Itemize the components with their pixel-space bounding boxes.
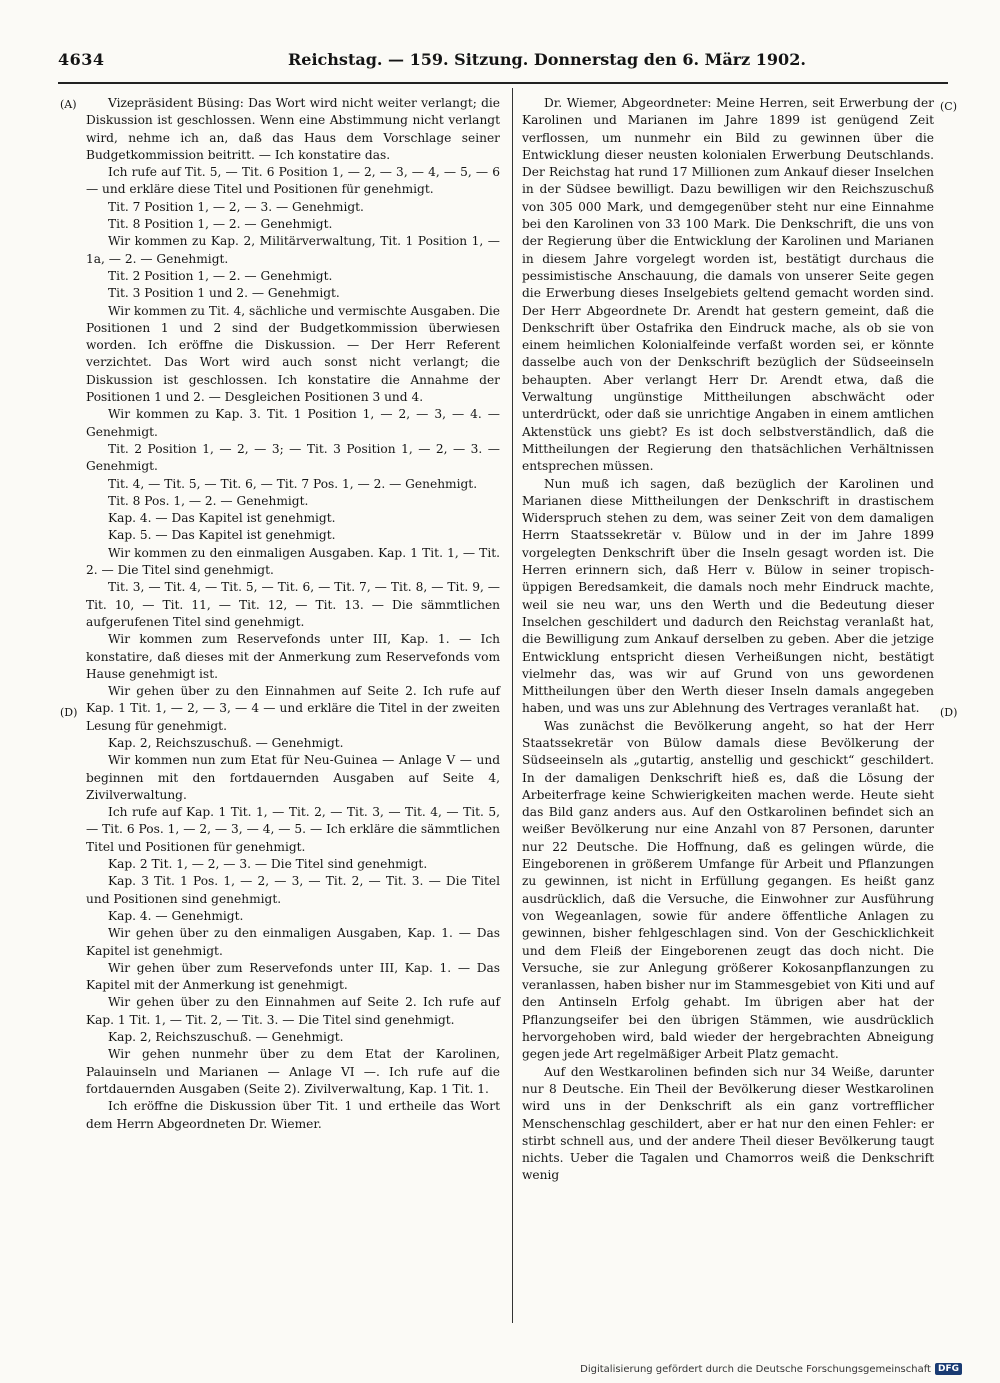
paragraph: Wir kommen zu Kap. 2, Militärverwaltung, Tit. 1 Position 1, — 1a, — 2. — Genehmigt.: [86, 234, 500, 266]
paragraph: Wir kommen nun zum Etat für Neu-Guinea — Anlage V — und beginnen mit den fortdauernden Ausgaben auf Seite 4, Zivilverwaltung.: [86, 753, 500, 802]
margin-mark-c: (C): [940, 100, 957, 113]
paragraph: Tit. 8 Position 1, — 2. — Genehmigt.: [108, 217, 333, 232]
paragraph: Wir gehen über zu den Einnahmen auf Seite 2. Ich rufe auf Kap. 1 Tit. 1, — Tit. 2, — Tit. 3. — Die Titel sind genehmigt.: [86, 995, 500, 1027]
paragraph: Tit. 7 Position 1, — 2, — 3. — Genehmigt.: [108, 199, 364, 214]
paragraph: Wir gehen über zum Reservefonds unter III, Kap. 1. — Das Kapitel mit der Anmerkung ist genehmigt.: [86, 960, 500, 993]
paragraph: Wir kommen zum Reservefonds unter III, Kap. 1. — Ich konstatire, daß dieses mit der Anmerkung zum Reservefonds vom Hause genehmigt ist.: [86, 632, 500, 681]
paragraph: Wir kommen zu Tit. 4, sächliche und vermischte Ausgaben. Die Positionen 1 und 2 sind der Budgetkommission überwiesen worden. Ich eröffne die Diskussion. — Der Herr Referent verzichtet. Das Wort wird auch sonst nicht verlangt; die Diskussion ist geschlossen. Ich konstatire die Annahme der Positionen 1 und 2. — Desgleichen Positionen 3 und 4.: [86, 303, 500, 405]
digitization-credit: [580, 1363, 962, 1375]
running-title: Reichstag. — 159. Sitzung. Donnerstag den 6. März 1902.: [288, 50, 806, 69]
paragraph: Dr. Wiemer, Abgeordneter: Meine Herren, seit Erwerbung der Karolinen und Marianen im Jahre 1899 ist genügend Zeit verflossen, um nunmehr ein Bild zu gewinnen über die Entwicklung dieser neusten kolonialen Erwerbung Deutschlands. Der Reichstag hat rund 17 Millionen zum Ankauf dieser Inselchen in der Südsee bewilligt. Dazu bewilligen wir den Reichszuschuß von 305 000 Mark, und demgegenüber steht nur eine Einnahme bei den Karolinen von 33 100 Mark. Die Denkschrift, die uns von der Regierung über die Entwicklung der Karolinen und Marianen in diesem Jahre vorgelegt worden ist, bestätigt durchaus die pessimistische Anschauung, die damals von unserer Seite gegen die Erwerbung dieses Inselgebiets geltend gemacht worden sind. Der Herr Abgeordnete Dr. Arendt hat gestern gemeint, daß die Denkschrift über Ostafrika den Eindruck mache, als ob sie von einem heimlichen Kolonialfeinde verfaßt worden sei, er könnte dasselbe auch von der Denkschrift bezüglich der Südseeinseln behaupten. Aber verlangt Herr Dr. Arendt etwa, daß die Verwaltung ungünstige Mittheilungen abschwächt oder unterdrückt, oder daß sie unrichtige Angaben in einem amtlichen Aktenstück uns giebt? Es ist doch selbstverständlich, daß die Mittheilungen der Regierung den thatsächlichen Verhältnissen entsprechen müssen.: [522, 96, 934, 474]
paragraph: Tit. 3, — Tit. 4, — Tit. 5, — Tit. 6, — Tit. 7, — Tit. 8, — Tit. 9, — Tit. 10, — Tit. 11, — Tit. 12, — Tit. 13. — Die sämmtlichen aufgerufenen Titel sind genehmigt.: [86, 580, 500, 629]
paragraph: Auf den Westkarolinen befinden sich nur 34 Weiße, darunter nur 8 Deutsche. Ein Theil der Bevölkerung dieser Westkarolinen wird uns in der Denkschrift als ein ganz vortrefflicher Menschenschlag geschildert, aber er hat nur den einen Fehler: er stirbt schnell aus, und der andere Theil dieser Bevölkerung taugt nichts. Ueber die Tagalen und Chamorros weiß die Denkschrift wenig: [522, 1064, 934, 1183]
digitization-note: Digitalisierung gefördert durch die Deutsche Forschungsgemeinschaft: [580, 1363, 931, 1375]
paragraph: Kap. 3 Tit. 1 Pos. 1, — 2, — 3, — Tit. 2, — Tit. 3. — Die Titel und Positionen sind genehmigt.: [86, 874, 500, 906]
paragraph: Tit. 2 Position 1, — 2, — 3; — Tit. 3 Position 1, — 2, — 3. — Genehmigt.: [86, 441, 500, 474]
paragraph: Ich eröffne die Diskussion über Tit. 1 und ertheile das Wort dem Herrn Abgeordneten Dr. Wiemer.: [86, 1099, 500, 1131]
page-header: [58, 48, 948, 76]
column-divider: [512, 88, 513, 1323]
paragraph: Kap. 4. — Genehmigt.: [108, 908, 244, 923]
paragraph: Kap. 5. — Das Kapitel ist genehmigt.: [108, 528, 336, 543]
margin-mark-d-right: (D): [940, 706, 958, 719]
paragraph: Kap. 2 Tit. 1, — 2, — 3. — Die Titel sind genehmigt.: [108, 857, 428, 872]
margin-mark-d-left: (D): [60, 706, 78, 719]
paragraph: Kap. 4. — Das Kapitel ist genehmigt.: [108, 511, 336, 526]
paragraph: Vizepräsident Büsing: Das Wort wird nicht weiter verlangt; die Diskussion ist geschlossen. Wenn eine Abstimmung nicht verlangt wird, nehme ich an, daß das Haus dem Vorschlage seiner Budgetkommission beitritt. — Ich konstatire das.: [86, 96, 500, 162]
paragraph: Kap. 2, Reichszuschuß. — Genehmigt.: [108, 1030, 344, 1045]
margin-mark-a: (A): [60, 98, 77, 111]
paragraph: Wir kommen zu Kap. 3. Tit. 1 Position 1, — 2, — 3, — 4. — Genehmigt.: [86, 407, 500, 439]
header-rule: [58, 82, 948, 84]
dfg-logo: DFG: [935, 1363, 962, 1375]
paragraph: Tit. 8 Pos. 1, — 2. — Genehmigt.: [108, 493, 309, 508]
paragraph: Wir gehen nunmehr über zu dem Etat der Karolinen, Palauinseln und Marianen — Anlage VI —. Ich rufe auf die fortdauernden Ausgaben (Seite 2). Zivilverwaltung, Kap. 1 Tit. 1.: [86, 1047, 500, 1096]
paragraph: Nun muß ich sagen, daß bezüglich der Karolinen und Marianen diese Mittheilungen der Denkschrift in drastischem Widerspruch stehen zu dem, was seiner Zeit von dem damaligen Herrn Staatssekretär v. Bülow und in der im Jahre 1899 vorgelegten Denkschrift über die Inseln gesagt worden ist. Die Herren erinnern sich, daß Herr v. Bülow in seiner tropisch-üppigen Beredsamkeit, die damals noch mehr Eindruck machte, weil sie neu war, uns den Werth und die Bedeutung dieser Inselchen geschildert und dadurch den Reichstag veranlaßt hat, die Bewilligung zum Ankauf derselben zu geben. Aber die jetzige Entwicklung entspricht diesen Verheißungen nicht, bestätigt vielmehr das, was wir auf Grund von uns gewordenen Mittheilungen über den Werth dieser Inseln damals angegeben haben, und was uns zur Ablehnung des Vertrages veranlaßt hat.: [522, 476, 934, 716]
paragraph: Wir gehen über zu den Einnahmen auf Seite 2. Ich rufe auf Kap. 1 Tit. 1, — 2, — 3, — 4 — und erkläre die Titel in der zweiten Lesung für genehmigt.: [86, 684, 500, 733]
paragraph: Ich rufe auf Kap. 1 Tit. 1, — Tit. 2, — Tit. 3, — Tit. 4, — Tit. 5, — Tit. 6 Pos. 1, — 2, — 3, — 4, — 5. — Ich erkläre die sämmtlichen Titel und Positionen für genehmigt.: [86, 805, 500, 854]
paragraph: Wir kommen zu den einmaligen Ausgaben. Kap. 1 Tit. 1, — Tit. 2. — Die Titel sind genehmigt.: [86, 545, 500, 578]
paragraph: Kap. 2, Reichszuschuß. — Genehmigt.: [108, 735, 344, 750]
paragraph: Ich rufe auf Tit. 5, — Tit. 6 Position 1, — 2, — 3, — 4, — 5, — 6 — und erkläre diese Titel und Positionen für genehmigt.: [86, 165, 500, 197]
paragraph: Tit. 2 Position 1, — 2. — Genehmigt.: [108, 268, 333, 283]
right-column: [522, 95, 934, 1185]
page-number: 4634: [58, 50, 105, 69]
left-column: [86, 95, 500, 1133]
paragraph: Tit. 3 Position 1 und 2. — Genehmigt.: [108, 286, 340, 301]
paragraph: Wir gehen über zu den einmaligen Ausgaben, Kap. 1. — Das Kapitel ist genehmigt.: [86, 926, 500, 958]
paragraph: Tit. 4, — Tit. 5, — Tit. 6, — Tit. 7 Pos. 1, — 2. — Genehmigt.: [108, 476, 478, 491]
paragraph: Was zunächst die Bevölkerung angeht, so hat der Herr Staatssekretär von Bülow damals diese Bevölkerung der Südseeinseln als „gutartig, anstellig und geschickt“ geschildert. In der damaligen Denkschrift hieß es, daß die Lösung der Arbeiterfrage keine Schwierigkeiten machen werde. Heute sieht das Bild ganz anders aus. Auf den Ostkarolinen befindet sich an weißer Bevölkerung nur eine Anzahl von 87 Personen, darunter nur 22 Deutsche. Die Hoffnung, daß es gelingen würde, die Eingeborenen in größerem Umfange für Arbeit und Pflanzungen zu gewinnen, ist nicht in Erfüllung gegangen. Es heißt ganz ausdrücklich, daß die Versuche, die Einwohner zur Ausführung von Wegeanlagen, sowie für andere öffentliche Anlagen zu gewinnen, bisher fehlgeschlagen sind. Von der Geschicklichkeit und dem Fleiß der Eingeborenen zeugt das doch nicht. Die Versuche, sie zur Anlegung größerer Kokosanpflanzungen zu veranlassen, haben bisher nur im Stammesgebiet von Kiti und auf den Antinseln Erfolg gehabt. Im übrigen aber hat der Pflanzungseifer bei den übrigen Stämmen, wie ausdrücklich hervorgehoben wird, bald wieder der hergebrachten Abneigung gegen jede Art regelmäßiger Arbeit Platz gemacht.: [522, 718, 934, 1062]
